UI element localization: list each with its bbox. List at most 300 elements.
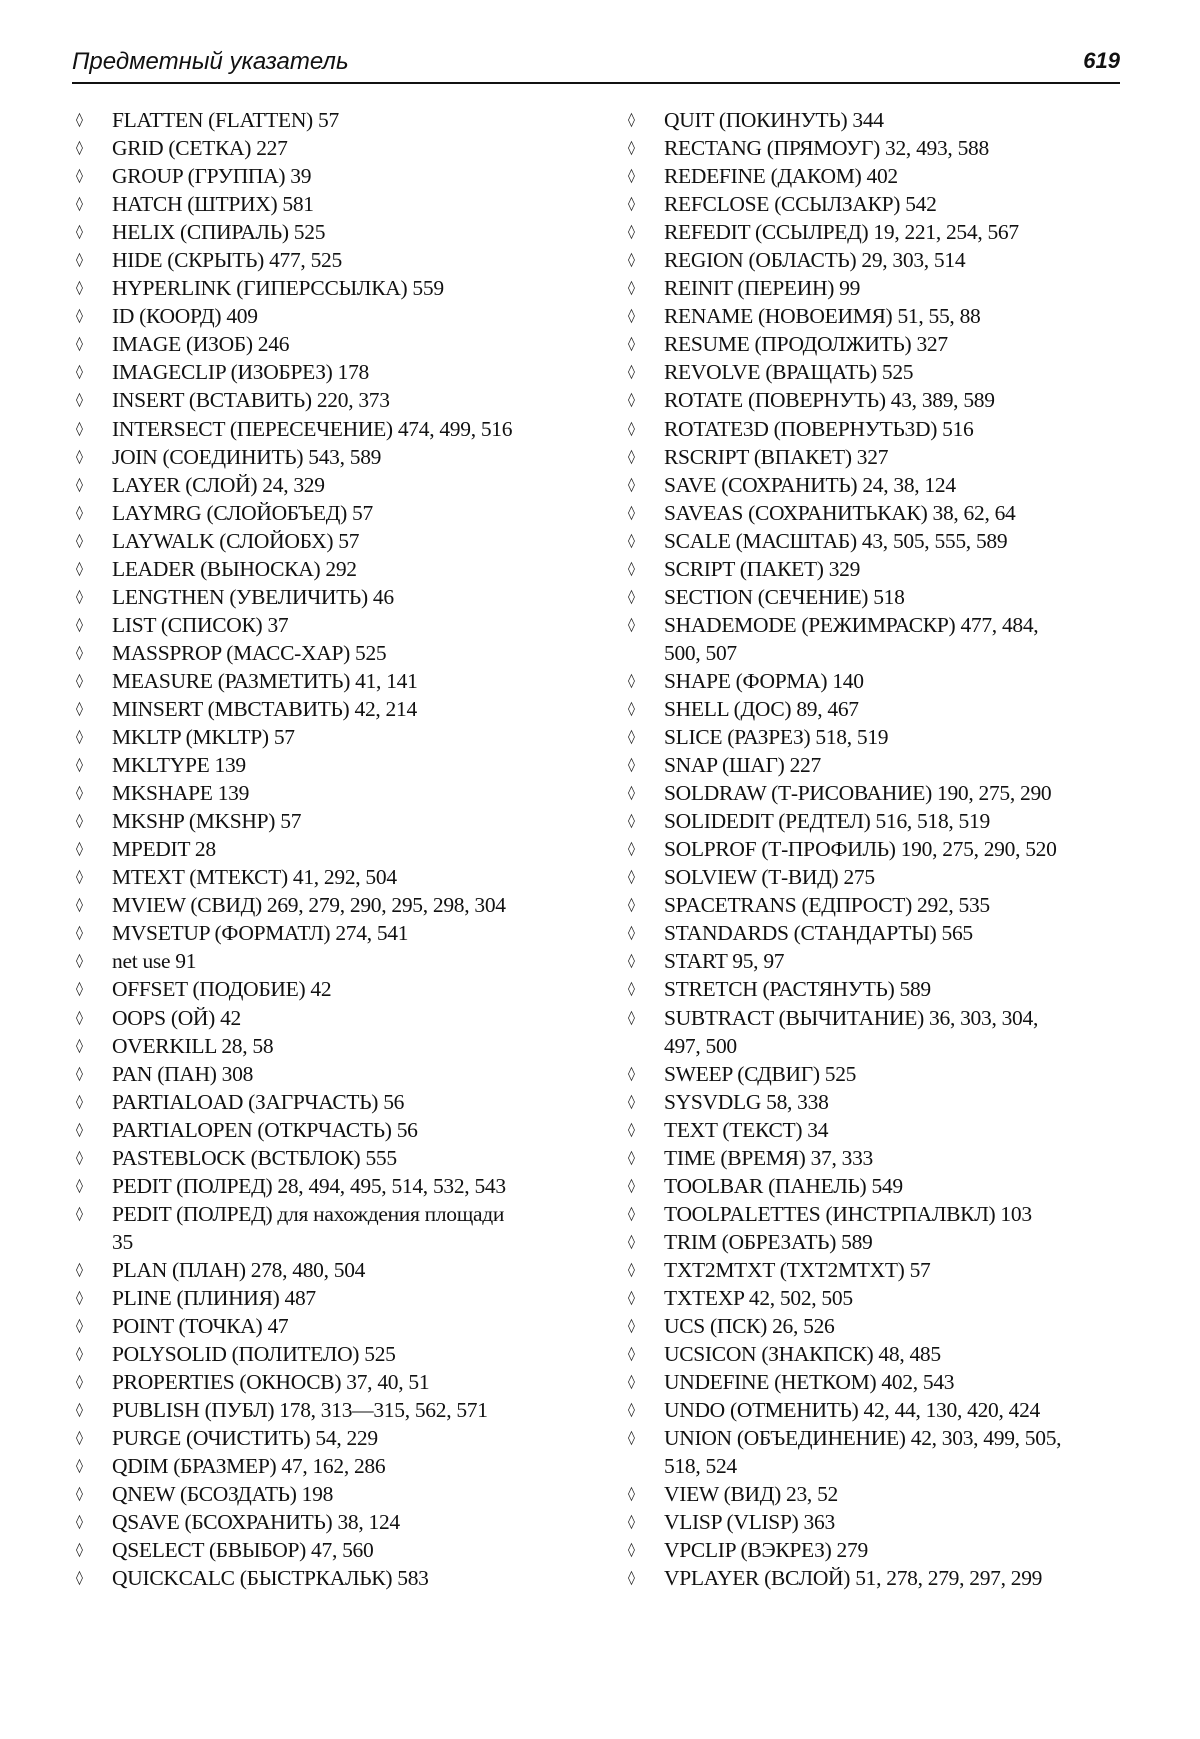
index-entry: [628, 218, 1128, 246]
index-entry-text: FLATTEN (FLATTEN) 57: [112, 108, 339, 132]
index-entry: [76, 891, 596, 919]
index-entry-text: MEASURE (РАЗМЕТИТЬ) 41, 141: [112, 668, 418, 693]
diamond-bullet-icon: ◊: [628, 1177, 635, 1194]
index-entry: [76, 1172, 596, 1200]
index-entry: [628, 106, 1128, 134]
diamond-bullet-icon: ◊: [76, 953, 83, 970]
index-entry-text: TOOLPALETTES (ИНСТРПАЛВКЛ) 103: [664, 1201, 1032, 1226]
index-entry: [628, 1480, 1128, 1508]
diamond-bullet-icon: ◊: [628, 925, 635, 942]
index-entry: [76, 499, 596, 527]
index-entry-text: SAVE (СОХРАНИТЬ) 24, 38, 124: [664, 472, 956, 497]
diamond-bullet-icon: ◊: [76, 1430, 83, 1447]
index-entry: [628, 1200, 1128, 1228]
diamond-bullet-icon: ◊: [76, 1065, 83, 1082]
diamond-bullet-icon: ◊: [76, 1570, 83, 1587]
index-entry: [628, 751, 1128, 779]
diamond-bullet-icon: ◊: [76, 196, 83, 213]
index-entry-text: PEDIT (ПОЛРЕД) 28, 494, 495, 514, 532, 543: [112, 1173, 506, 1198]
diamond-bullet-icon: ◊: [628, 336, 635, 353]
index-entry: [628, 555, 1128, 583]
index-entry: [76, 443, 596, 471]
diamond-bullet-icon: ◊: [628, 560, 635, 577]
index-entry: [628, 863, 1128, 891]
index-entry: [76, 1088, 596, 1116]
index-entry-text: UCS (ПСК) 26, 526: [664, 1314, 835, 1339]
index-entry-text: MASSPROP (МАСС-ХАР) 525: [112, 640, 387, 665]
index-entry-text: REFCLOSE (ССЫЛЗАКР) 542: [664, 192, 937, 217]
index-entry-text: INSERT (ВСТАВИТЬ) 220, 373: [112, 388, 390, 413]
index-entry: [628, 358, 1128, 386]
index-entry: [628, 667, 1128, 695]
index-entry-text: RESUME (ПРОДОЛЖИТЬ) 327: [664, 332, 948, 357]
index-entry: [628, 947, 1128, 975]
index-entry-text: PLINE (ПЛИНИЯ) 487: [112, 1285, 316, 1310]
index-entry-text: LAYER (СЛОЙ) 24, 329: [112, 472, 325, 497]
index-entry: [628, 1172, 1128, 1200]
index-entry: [76, 358, 596, 386]
index-entry: [628, 1368, 1128, 1396]
index-entry-text: MKLTP (MKLTP) 57: [112, 725, 295, 750]
diamond-bullet-icon: ◊: [628, 1205, 635, 1222]
index-entry: [76, 947, 596, 975]
diamond-bullet-icon: ◊: [628, 532, 635, 549]
index-entry: [76, 386, 596, 414]
index-entry: [76, 1368, 596, 1396]
index-entry-text: PASTEBLOCK (ВСТБЛОК) 555: [112, 1145, 397, 1170]
index-entry: [76, 527, 596, 555]
index-entry: [76, 106, 596, 134]
diamond-bullet-icon: ◊: [628, 196, 635, 213]
index-entry-text: REGION (ОБЛАСТЬ) 29, 303, 514: [664, 248, 966, 273]
index-entry: [628, 1228, 1128, 1256]
index-entry-text: GROUP (ГРУППА) 39: [112, 164, 312, 189]
index-entry-text: net use 91: [112, 949, 197, 974]
index-entry: [628, 779, 1128, 807]
index-entry-text: LAYWALK (СЛОЙОБХ) 57: [112, 528, 360, 553]
index-entry-text: IMAGE (ИЗОБ) 246: [112, 332, 290, 357]
index-entry: [76, 1116, 596, 1144]
index-entry-text: SOLDRAW (Т-РИСОВАНИЕ) 190, 275, 290: [664, 781, 1052, 806]
diamond-bullet-icon: ◊: [628, 308, 635, 325]
header-title: Предметный указатель: [72, 48, 349, 75]
diamond-bullet-icon: ◊: [76, 1374, 83, 1391]
index-entry-text: PAN (ПАН) 308: [112, 1061, 254, 1086]
index-entry-text: MTEXT (МТЕКСТ) 41, 292, 504: [112, 865, 397, 890]
diamond-bullet-icon: ◊: [628, 785, 635, 802]
index-entry-text: TIME (ВРЕМЯ) 37, 333: [664, 1145, 874, 1170]
index-entry-text: OOPS (ОЙ) 42: [112, 1005, 241, 1030]
index-entry-text: TEXT (ТЕКСТ) 34: [664, 1117, 829, 1142]
index-entry: [628, 1060, 1128, 1088]
index-entry: [628, 1256, 1128, 1284]
index-entry-text: POINT (ТОЧКА) 47: [112, 1314, 289, 1339]
index-entry-text: STRETCH (РАСТЯНУТЬ) 589: [664, 977, 931, 1002]
index-entry: [628, 330, 1128, 358]
index-entry-text: IMAGECLIP (ИЗОБРЕЗ) 178: [112, 360, 369, 385]
diamond-bullet-icon: ◊: [76, 869, 83, 886]
diamond-bullet-icon: ◊: [628, 1346, 635, 1363]
index-entry-text: REDEFINE (ДАКОМ) 402: [664, 164, 898, 189]
index-entry: [76, 1284, 596, 1312]
index-entry: [628, 415, 1128, 443]
index-entry: [76, 1256, 596, 1284]
index-entry: [76, 1200, 596, 1256]
index-entry-text: SHAPE (ФОРМА) 140: [664, 668, 864, 693]
diamond-bullet-icon: ◊: [628, 392, 635, 409]
index-entry-text: TRIM (ОБРЕЗАТЬ) 589: [664, 1229, 873, 1254]
diamond-bullet-icon: ◊: [76, 308, 83, 325]
index-entry: [76, 1144, 596, 1172]
diamond-bullet-icon: ◊: [628, 420, 635, 437]
index-entry: [76, 807, 596, 835]
diamond-bullet-icon: ◊: [76, 1542, 83, 1559]
index-entry-text: SECTION (СЕЧЕНИЕ) 518: [664, 584, 905, 609]
diamond-bullet-icon: ◊: [628, 252, 635, 269]
diamond-bullet-icon: ◊: [76, 672, 83, 689]
index-entry-text: RENAME (НОВОЕИМЯ) 51, 55, 88: [664, 304, 981, 329]
index-entry: [628, 190, 1128, 218]
index-entry: [76, 583, 596, 611]
index-entry: [628, 1508, 1128, 1536]
index-entry-text: SAVEAS (СОХРАНИТЬКАК) 38, 62, 64: [664, 500, 1016, 525]
index-entry: [628, 1396, 1128, 1424]
diamond-bullet-icon: ◊: [628, 588, 635, 605]
diamond-bullet-icon: ◊: [628, 1233, 635, 1250]
index-entry-text: OFFSET (ПОДОБИЕ) 42: [112, 977, 332, 1002]
diamond-bullet-icon: ◊: [76, 280, 83, 297]
index-entry-text: POLYSOLID (ПОЛИТЕЛО) 525: [112, 1342, 396, 1367]
diamond-bullet-icon: ◊: [628, 448, 635, 465]
diamond-bullet-icon: ◊: [76, 1009, 83, 1026]
diamond-bullet-icon: ◊: [76, 700, 83, 717]
index-entry: [76, 751, 596, 779]
index-entry-text: QUICKCALC (БЫСТРКАЛЬК) 583: [112, 1566, 429, 1591]
diamond-bullet-icon: ◊: [76, 757, 83, 774]
diamond-bullet-icon: ◊: [628, 1402, 635, 1419]
index-entry-text: PROPERTIES (ОКНОСВ) 37, 40, 51: [112, 1370, 430, 1395]
index-entry: [76, 1060, 596, 1088]
diamond-bullet-icon: ◊: [76, 1514, 83, 1531]
diamond-bullet-icon: ◊: [76, 588, 83, 605]
index-entry: [76, 1340, 596, 1368]
index-entry: [628, 1116, 1128, 1144]
page-number: 619: [1083, 48, 1120, 73]
index-entry-text: SCRIPT (ПАКЕТ) 329: [664, 556, 861, 581]
diamond-bullet-icon: ◊: [76, 1205, 83, 1222]
diamond-bullet-icon: ◊: [628, 869, 635, 886]
index-entry-text: HIDE (СКРЫТЬ) 477, 525: [112, 248, 342, 273]
diamond-bullet-icon: ◊: [76, 364, 83, 381]
index-entry-text: MKLTYPE 139: [112, 753, 246, 778]
index-entry-text: SWEEP (СДВИГ) 525: [664, 1061, 857, 1086]
index-entry-text: SOLPROF (Т-ПРОФИЛЬ) 190, 275, 290, 520: [664, 837, 1057, 862]
index-entry: [76, 695, 596, 723]
diamond-bullet-icon: ◊: [628, 813, 635, 830]
index-entry: [76, 667, 596, 695]
index-entry: [76, 611, 596, 639]
index-entry-text: LIST (СПИСОК) 37: [112, 612, 289, 637]
index-entry: [628, 835, 1128, 863]
diamond-bullet-icon: ◊: [628, 364, 635, 381]
diamond-bullet-icon: ◊: [76, 616, 83, 633]
index-entry: [76, 190, 596, 218]
diamond-bullet-icon: ◊: [628, 897, 635, 914]
diamond-bullet-icon: ◊: [76, 140, 83, 157]
index-entry: [76, 1312, 596, 1340]
index-entry-text: SCALE (МАСШТАБ) 43, 505, 555, 589: [664, 528, 1008, 553]
index-entry: [628, 583, 1128, 611]
diamond-bullet-icon: ◊: [628, 476, 635, 493]
diamond-bullet-icon: ◊: [76, 504, 83, 521]
index-entry-text: SNAP (ШАГ) 227: [664, 753, 821, 778]
diamond-bullet-icon: ◊: [76, 644, 83, 661]
diamond-bullet-icon: ◊: [76, 1149, 83, 1166]
diamond-bullet-icon: ◊: [628, 1121, 635, 1138]
index-entry-text: PEDIT (ПОЛРЕД) для нахождения площади 35: [112, 1201, 505, 1254]
index-entry: [628, 807, 1128, 835]
index-entry-text: ROTATE (ПОВЕРНУТЬ) 43, 389, 589: [664, 388, 995, 413]
diamond-bullet-icon: ◊: [76, 897, 83, 914]
diamond-bullet-icon: ◊: [628, 224, 635, 241]
index-entry: [76, 1032, 596, 1060]
index-entry-text: QDIM (БРАЗМЕР) 47, 162, 286: [112, 1454, 386, 1479]
index-entry-text: SUBTRACT (ВЫЧИТАНИЕ) 36, 303, 304, 497, 500: [664, 1005, 1039, 1058]
diamond-bullet-icon: ◊: [628, 1374, 635, 1391]
index-entry: [76, 975, 596, 1003]
index-entry-text: QSELECT (БВЫБОР) 47, 560: [112, 1538, 374, 1563]
index-entry: [76, 471, 596, 499]
index-entry-text: UNDEFINE (НЕТКОМ) 402, 543: [664, 1370, 955, 1395]
index-entry-text: MKSHAPE 139: [112, 781, 250, 806]
index-entry: [628, 1536, 1128, 1564]
diamond-bullet-icon: ◊: [628, 1149, 635, 1166]
diamond-bullet-icon: ◊: [76, 1458, 83, 1475]
index-entry-text: UNION (ОБЪЕДИНЕНИЕ) 42, 303, 499, 505, 518, 524: [664, 1426, 1062, 1479]
diamond-bullet-icon: ◊: [76, 336, 83, 353]
index-entry: [628, 1564, 1128, 1592]
diamond-bullet-icon: ◊: [628, 112, 635, 128]
index-entry: [628, 695, 1128, 723]
index-entry-text: ID (КООРД) 409: [112, 304, 258, 329]
diamond-bullet-icon: ◊: [628, 700, 635, 717]
diamond-bullet-icon: ◊: [76, 1037, 83, 1054]
diamond-bullet-icon: ◊: [76, 560, 83, 577]
index-entry-text: PURGE (ОЧИСТИТЬ) 54, 229: [112, 1426, 378, 1451]
index-entry-text: LENGTHEN (УВЕЛИЧИТЬ) 46: [112, 584, 394, 609]
diamond-bullet-icon: ◊: [76, 392, 83, 409]
index-entry: [628, 246, 1128, 274]
index-entry: [76, 555, 596, 583]
index-entry-text: INTERSECT (ПЕРЕСЕЧЕНИЕ) 474, 499, 516: [112, 416, 513, 441]
diamond-bullet-icon: ◊: [628, 280, 635, 297]
index-entry-text: QSAVE (БСОХРАНИТЬ) 38, 124: [112, 1510, 400, 1535]
index-entry: [76, 779, 596, 807]
index-entry: [76, 1004, 596, 1032]
index-entry: [628, 1340, 1128, 1368]
diamond-bullet-icon: ◊: [76, 1093, 83, 1110]
index-entry-text: SHADEMODE (РЕЖИМРАСКР) 477, 484, 500, 507: [664, 612, 1039, 665]
index-entry-text: PUBLISH (ПУБЛ) 178, 313—315, 562, 571: [112, 1398, 488, 1423]
index-entry-text: VIEW (ВИД) 23, 52: [664, 1482, 838, 1507]
index-entry-text: PARTIALOAD (ЗАГРЧАСТЬ) 56: [112, 1089, 405, 1114]
diamond-bullet-icon: ◊: [628, 1486, 635, 1503]
index-entry: [628, 1312, 1128, 1340]
index-entry: [76, 302, 596, 330]
index-entry-text: MINSERT (МВСТАВИТЬ) 42, 214: [112, 696, 417, 721]
index-entry-text: SYSVDLG 58, 338: [664, 1089, 829, 1114]
index-entry: [628, 723, 1128, 751]
diamond-bullet-icon: ◊: [76, 841, 83, 858]
diamond-bullet-icon: ◊: [76, 448, 83, 465]
index-column-right: [628, 106, 1128, 1592]
diamond-bullet-icon: ◊: [628, 1430, 635, 1447]
index-entry: [76, 863, 596, 891]
diamond-bullet-icon: ◊: [76, 224, 83, 241]
index-entry-text: MVSETUP (ФОРМАТЛ) 274, 541: [112, 921, 409, 946]
diamond-bullet-icon: ◊: [628, 1261, 635, 1278]
index-entry-text: JOIN (СОЕДИНИТЬ) 543, 589: [112, 444, 382, 469]
index-entry: [76, 1536, 596, 1564]
diamond-bullet-icon: ◊: [628, 504, 635, 521]
index-entry-text: HYPERLINK (ГИПЕРССЫЛКА) 559: [112, 276, 444, 301]
diamond-bullet-icon: ◊: [76, 813, 83, 830]
index-entry: [628, 975, 1128, 1003]
index-entry-text: MKSHP (MKSHP) 57: [112, 809, 302, 834]
index-entry: [628, 274, 1128, 302]
index-entry: [76, 835, 596, 863]
index-entry-text: HELIX (СПИРАЛЬ) 525: [112, 220, 326, 245]
index-entry: [76, 1396, 596, 1424]
index-entry-text: QNEW (БСОЗДАТЬ) 198: [112, 1482, 334, 1507]
diamond-bullet-icon: ◊: [628, 953, 635, 970]
index-entry: [76, 1564, 596, 1592]
diamond-bullet-icon: ◊: [76, 1346, 83, 1363]
index-entry-text: TOOLBAR (ПАНЕЛЬ) 549: [664, 1173, 903, 1198]
diamond-bullet-icon: ◊: [76, 168, 83, 185]
index-entry-text: OVERKILL 28, 58: [112, 1033, 274, 1058]
index-entry-text: GRID (СЕТКА) 227: [112, 136, 288, 161]
index-entry: [76, 639, 596, 667]
index-entry-text: SLICE (РАЗРЕЗ) 518, 519: [664, 725, 889, 750]
diamond-bullet-icon: ◊: [628, 168, 635, 185]
diamond-bullet-icon: ◊: [76, 252, 83, 269]
index-entry-text: SOLVIEW (Т-ВИД) 275: [664, 865, 875, 890]
index-entry-text: LAYMRG (СЛОЙОБЪЕД) 57: [112, 500, 373, 525]
diamond-bullet-icon: ◊: [76, 1177, 83, 1194]
index-entry: [628, 499, 1128, 527]
diamond-bullet-icon: ◊: [76, 1289, 83, 1306]
index-entry: [76, 162, 596, 190]
index-entry-text: UCSICON (ЗНАКПСК) 48, 485: [664, 1342, 941, 1367]
diamond-bullet-icon: ◊: [628, 841, 635, 858]
diamond-bullet-icon: ◊: [628, 672, 635, 689]
index-entry: [628, 162, 1128, 190]
index-entry-text: QUIT (ПОКИНУТЬ) 344: [664, 108, 884, 132]
index-entry: [628, 443, 1128, 471]
index-entry-text: RECTANG (ПРЯМОУГ) 32, 493, 588: [664, 136, 989, 161]
index-entry: [76, 919, 596, 947]
index-entry: [628, 1004, 1128, 1060]
index-entry-text: VLISP (VLISP) 363: [664, 1510, 835, 1535]
diamond-bullet-icon: ◊: [628, 616, 635, 633]
diamond-bullet-icon: ◊: [628, 1009, 635, 1026]
index-entry: [76, 723, 596, 751]
index-entry: [628, 386, 1128, 414]
index-entry: [628, 1284, 1128, 1312]
index-entry: [76, 246, 596, 274]
index-entry-text: SHELL (ДОС) 89, 467: [664, 696, 859, 721]
index-entry: [628, 919, 1128, 947]
running-header: [72, 42, 1120, 84]
diamond-bullet-icon: ◊: [628, 1289, 635, 1306]
diamond-bullet-icon: ◊: [628, 1318, 635, 1335]
index-entry-text: LEADER (ВЫНОСКА) 292: [112, 556, 357, 581]
index-entry-text: UNDO (ОТМЕНИТЬ) 42, 44, 130, 420, 424: [664, 1398, 1040, 1423]
diamond-bullet-icon: ◊: [628, 757, 635, 774]
index-entry: [628, 611, 1128, 667]
index-entry: [76, 218, 596, 246]
diamond-bullet-icon: ◊: [76, 112, 83, 128]
index-entry-text: REFEDIT (ССЫЛРЕД) 19, 221, 254, 567: [664, 220, 1019, 245]
index-entry-text: SPACETRANS (ЕДПРОСТ) 292, 535: [664, 893, 990, 918]
diamond-bullet-icon: ◊: [628, 140, 635, 157]
index-entry-text: STANDARDS (СТАНДАРТЫ) 565: [664, 921, 973, 946]
diamond-bullet-icon: ◊: [628, 1065, 635, 1082]
index-entry-text: START 95, 97: [664, 949, 785, 974]
index-entry: [76, 330, 596, 358]
diamond-bullet-icon: ◊: [76, 925, 83, 942]
index-entry-text: VPLAYER (ВСЛОЙ) 51, 278, 279, 297, 299: [664, 1566, 1043, 1591]
diamond-bullet-icon: ◊: [628, 1514, 635, 1531]
index-entry: [628, 1088, 1128, 1116]
index-entry: [628, 302, 1128, 330]
index-entry: [628, 1424, 1128, 1480]
index-entry-text: REVOLVE (ВРАЩАТЬ) 525: [664, 360, 914, 385]
diamond-bullet-icon: ◊: [628, 1542, 635, 1559]
diamond-bullet-icon: ◊: [76, 785, 83, 802]
index-entry: [76, 1480, 596, 1508]
diamond-bullet-icon: ◊: [76, 1318, 83, 1335]
diamond-bullet-icon: ◊: [76, 1121, 83, 1138]
diamond-bullet-icon: ◊: [628, 729, 635, 746]
index-entry-text: ROTATE3D (ПОВЕРНУТЬ3D) 516: [664, 416, 974, 441]
index-entry-text: RSCRIPT (ВПАКЕТ) 327: [664, 444, 889, 469]
index-entry-text: MVIEW (СВИД) 269, 279, 290, 295, 298, 304: [112, 893, 506, 918]
diamond-bullet-icon: ◊: [628, 1570, 635, 1587]
diamond-bullet-icon: ◊: [76, 532, 83, 549]
index-entry: [76, 1424, 596, 1452]
diamond-bullet-icon: ◊: [76, 476, 83, 493]
index-entry-text: HATCH (ШТРИХ) 581: [112, 192, 314, 217]
index-column-left: [76, 106, 596, 1592]
index-entry-text: MPEDIT 28: [112, 837, 216, 862]
index-entry-text: VPCLIP (ВЭКРЕЗ) 279: [664, 1538, 868, 1563]
index-entry: [628, 527, 1128, 555]
index-entry: [76, 274, 596, 302]
index-entry-text: REINIT (ПЕРЕИН) 99: [664, 276, 861, 301]
index-entry-text: SOLIDEDIT (РЕДТЕЛ) 516, 518, 519: [664, 809, 990, 834]
index-entry: [76, 1508, 596, 1536]
index-entry-text: PLAN (ПЛАН) 278, 480, 504: [112, 1257, 366, 1282]
diamond-bullet-icon: ◊: [76, 420, 83, 437]
index-entry-text: PARTIALOPEN (ОТКРЧАСТЬ) 56: [112, 1117, 418, 1142]
index-entry-text: TXT2MTXT (TXT2MTXT) 57: [664, 1257, 931, 1282]
diamond-bullet-icon: ◊: [628, 1093, 635, 1110]
diamond-bullet-icon: ◊: [76, 729, 83, 746]
index-entry-text: TXTEXP 42, 502, 505: [664, 1285, 853, 1310]
diamond-bullet-icon: ◊: [76, 981, 83, 998]
